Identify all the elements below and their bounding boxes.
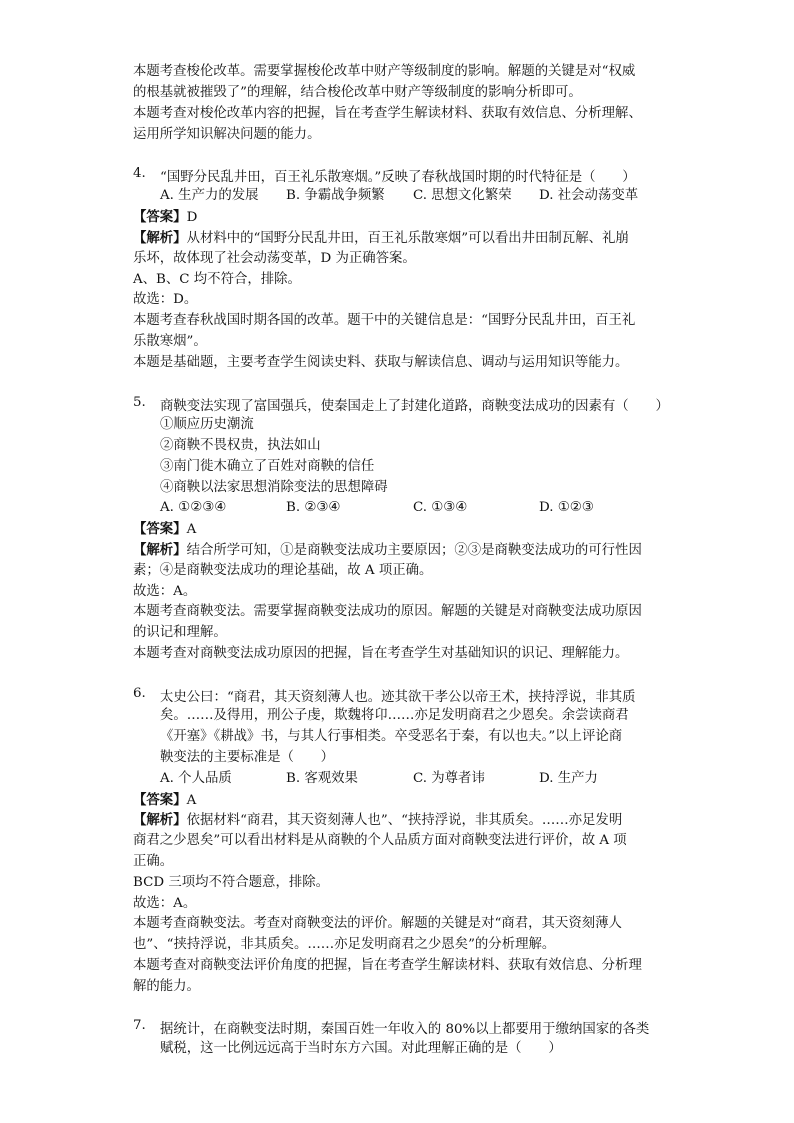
option-d: D. ①②③ — [539, 500, 594, 515]
text-line: 本题考查对梭伦改革内容的把握，旨在考查学生解读材料、获取有效信息、分析理解、 — [133, 106, 642, 121]
question-stem: “国野分民乱井田，百王礼乐散寒烟。”反映了春秋战国时期的时代特征是（ ） — [160, 170, 636, 185]
option-d: D. 生产力 — [539, 771, 598, 786]
question-stem-line: 矣。……及得用，刑公子虔，欺魏将卬……亦足发明商君之少恩矣。余尝读商君 — [160, 708, 629, 723]
question-stem-line: 赋税，这一比例远远高于当时东方六国。对此理解正确的是（ ） — [160, 1041, 562, 1056]
option-d: D. 社会动荡变革 — [539, 188, 639, 203]
analysis-text: 从材料中的“国野分民乱井田，百王礼乐散寒烟”可以看出井田制瓦解、礼崩 — [186, 231, 629, 246]
question-number: 5. — [133, 395, 146, 410]
analysis-line: 乐散寒烟”。 — [133, 334, 207, 349]
analysis-line: 乐坏，故体现了社会动荡变革，D 为正确答案。 — [133, 251, 416, 266]
analysis-line: 的识记和理解。 — [133, 625, 227, 640]
question-stem: 据统计，在商鞅变法时期，秦国百姓一年收入的 80%以上都要用于缴纳国家的各类 — [160, 1022, 650, 1037]
analysis-line: 本题考查对商鞅变法成功原因的把握，旨在考查学生对基础知识的识记、理解能力。 — [133, 646, 629, 661]
answer-value: A — [186, 522, 197, 537]
option-b: B. ②③④ — [286, 500, 341, 515]
option-b: B. 客观效果 — [286, 771, 358, 786]
option-b: B. 争霸战争频繁 — [286, 188, 385, 203]
analysis-line: A、B、C 均不符合，排除。 — [133, 272, 301, 287]
question-item: ②商鞅不畏权贵，执法如山 — [160, 438, 321, 453]
question-stem: 太史公曰：“商君，其天资刻薄人也。迹其欲干孝公以帝王术，挟持浮说，非其质 — [160, 690, 636, 705]
analysis-line: BCD 三项均不符合题意，排除。 — [133, 875, 330, 890]
analysis-line: 素；④是商鞅变法成功的理论基础，故 A 项正确。 — [133, 563, 433, 578]
analysis-line: 解的能力。 — [133, 979, 200, 994]
question-stem-line: 鞅变法的主要标准是（ ） — [160, 750, 335, 765]
answer-tag: 【答案】 — [133, 521, 187, 537]
option-a: A. 个人品质 — [160, 771, 232, 786]
analysis-line: 也”、“挟持浮说，非其质矣。……亦足发明商君之少恩矣”的分析理解。 — [133, 937, 556, 952]
analysis-line — [133, 810, 663, 831]
analysis-line: 故选：D。 — [133, 292, 198, 307]
analysis-line: 商君之少恩矣”可以看出材料是从商鞅的个人品质方面对商鞅变法进行评价，故 A 项 — [133, 833, 627, 848]
analysis-line: 本题考查商鞅变法。考查对商鞅变法的评价。解题的关键是对“商君，其天资刻薄人 — [133, 916, 622, 931]
answer-line — [133, 207, 663, 228]
question-stem-line: 《开塞》《耕战》书，与其人行事相类。卒受恶名于秦，有以也夫。”以上评论商 — [160, 729, 623, 744]
option-c: C. ①③④ — [413, 500, 468, 515]
text-line: 运用所学知识解决问题的能力。 — [133, 127, 321, 142]
analysis-line: 本题考查商鞅变法。需要掌握商鞅变法成功的原因。解题的关键是对商鞅变法成功原因 — [133, 604, 642, 619]
analysis-line: 故选：A。 — [133, 584, 197, 599]
question-number: 4. — [133, 166, 146, 181]
answer-tag: 【答案】 — [133, 209, 187, 225]
question-item: ④商鞅以法家思想消除变法的思想障碍 — [160, 480, 388, 495]
analysis-text: 结合所学可知，①是商鞅变法成功主要原因；②③是商鞅变法成功的可行性因 — [186, 543, 642, 558]
question-item: ①顺应历史潮流 — [160, 417, 254, 432]
answer-tag: 【答案】 — [133, 792, 187, 808]
option-c: C. 为尊者讳 — [413, 771, 485, 786]
option-a: A. ①②③④ — [160, 500, 227, 515]
analysis-text: 依据材料“商君，其天资刻薄人也”、“挟持浮说，非其质矣。……亦足发明 — [186, 813, 623, 828]
analysis-tag: 【解析】 — [133, 230, 187, 246]
answer-line — [133, 519, 663, 540]
text-line: 本题考查梭伦改革。需要掌握梭伦改革中财产等级制度的影响。解题的关键是对“权威 — [133, 64, 636, 79]
option-c: C. 思想文化繁荣 — [413, 188, 512, 203]
answer-line — [133, 790, 663, 811]
analysis-line: 本题考查春秋战国时期各国的改革。题干中的关键信息是：“国野分民乱井田，百王礼 — [133, 313, 636, 328]
analysis-line — [133, 228, 663, 249]
analysis-line — [133, 540, 663, 561]
question-stem: 商鞅变法实现了富国强兵，使秦国走上了封建化道路，商鞅变法成功的因素有（ ） — [160, 399, 669, 414]
answer-value: D — [186, 210, 198, 225]
question-item: ③南门徙木确立了百姓对商鞅的信任 — [160, 459, 375, 474]
question-number: 6. — [133, 686, 146, 701]
analysis-line: 本题考查对商鞅变法评价角度的把握，旨在考查学生解读材料、获取有效信息、分析理 — [133, 958, 642, 973]
analysis-line: 本题是基础题，主要考查学生阅读史料、获取与解读信息、调动与运用知识等能力。 — [133, 355, 629, 370]
analysis-tag: 【解析】 — [133, 542, 187, 558]
question-number: 7. — [133, 1018, 146, 1033]
analysis-line: 正确。 — [133, 854, 174, 869]
option-a: A. 生产力的发展 — [160, 188, 259, 203]
analysis-tag: 【解析】 — [133, 812, 187, 828]
text-line: 的根基就被摧毁了”的理解，结合梭伦改革中财产等级制度的影响分析即可。 — [133, 85, 582, 100]
analysis-line: 故选：A。 — [133, 896, 197, 911]
answer-value: A — [186, 793, 197, 808]
